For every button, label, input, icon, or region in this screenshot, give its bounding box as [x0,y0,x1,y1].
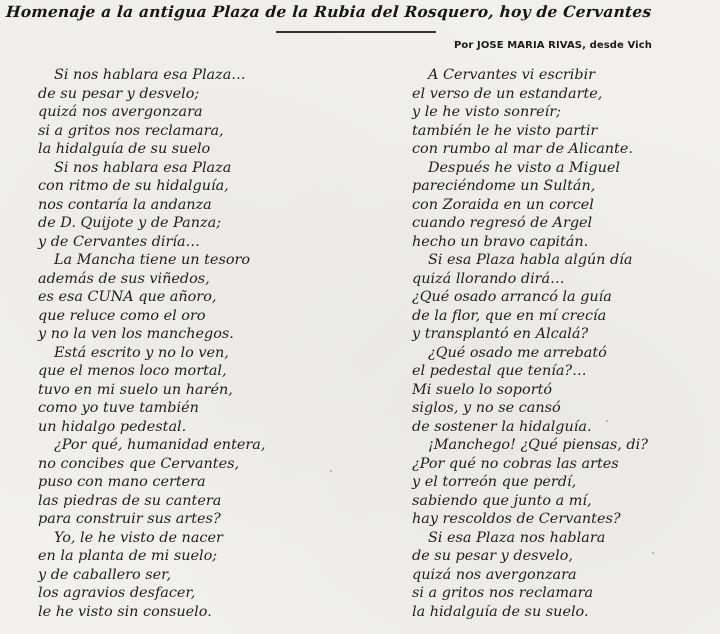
poem-line: si a gritos nos reclamara [412,585,594,601]
poem-line: las piedras de su cantera [38,492,222,509]
poem-line: le he visto sin consuelo. [38,603,212,620]
poem-line: que reluce como el oro [38,307,206,324]
poem-line: con ritmo de su hidalguía, [38,178,229,194]
poem-column-right [412,66,648,621]
print-speck [606,420,608,422]
poem-line: y transplantó en Alcalá? [412,326,589,342]
poem-line: un hidalgo pedestal. [38,418,187,435]
poem-line: la hidalguía de su suelo. [412,603,589,620]
poem-line: ¿Por qué no cobras las artes [412,455,619,472]
poem-line: cuando regresó de Argel [412,215,593,231]
poem-line: además de sus viñedos, [38,270,210,287]
poem-line: el pedestal que tenía?… [412,363,587,379]
poem-line: tuvo en mi suelo un harén, [38,381,233,398]
poem-line: ¡Manchego! ¿Qué piensas, di? [428,437,648,453]
poem-line: que el menos loco mortal, [38,363,227,379]
poem-line: ¿Qué osado arrancó la guía [412,289,612,305]
poem-line: si a gritos nos reclamara, [38,122,224,139]
poem-line: pareciéndome un Sultán, [412,178,596,194]
print-speck [330,470,332,472]
poem-line: el verso de un estandarte, [412,85,603,102]
poem-line: para construir sus artes? [38,511,221,527]
poem-line: Después he visto a Miguel [428,159,620,176]
poem-line: A Cervantes vi escribir [428,67,596,83]
poem-line: y le he visto sonreír; [412,104,561,120]
poem-line: hay rescoldos de Cervantes? [412,511,621,527]
poem-line: con rumbo al mar de Alicante. [412,141,633,157]
poem-line: Si esa Plaza nos hablara [428,529,606,546]
poem-line: Si esa Plaza habla algún día [428,252,633,268]
poem-line: Mi suelo lo soportó [412,381,553,398]
title-rule [276,31,436,33]
poem-line: sabiendo que junto a mí, [412,492,592,509]
poem-line: nos contaría la andanza [38,196,212,213]
poem-line: hecho un bravo capitán. [412,233,589,250]
poem-line: en la planta de mi suelo; [38,548,218,564]
poem-line: La Mancha tiene un tesoro [54,252,251,268]
poem-line: de sostener la hidalguía. [412,418,592,435]
poem-line: quizá llorando dirá… [412,270,565,287]
poem-line: y el torreón que perdí, [412,474,577,490]
poem-line: y de Cervantes diría… [38,233,200,250]
poem-line: no concibes que Cervantes, [38,455,240,472]
poem-line: de su pesar y desvelo; [38,85,200,102]
poem-line: con Zoraida en un corcel [412,196,594,213]
poem-line: siglos, y no se cansó [412,400,561,416]
poem-line: como yo tuve también [38,400,199,416]
poem-line: puso con mano certera [38,474,206,490]
poem-line: y de caballero ser, [38,566,172,583]
poem-line: y no la ven los manchegos. [38,326,234,342]
poem-line: ¿Por qué, humanidad entera, [54,437,266,453]
poem-line: de la flor, que en mí crecía [412,307,607,324]
poem-line: los agravios desfacer, [38,585,196,601]
poem-line: Yo, le he visto de nacer [54,529,223,546]
poem-line: quizá nos avergonzara [38,104,203,120]
poem-line: de D. Quijote y de Panza; [38,215,222,231]
poem-line: la hidalguía de su suelo [38,141,211,157]
poem-column-left [38,66,265,621]
poem-line: ¿Qué osado me arrebató [428,344,607,361]
poem-line: Está escrito y no lo ven, [54,344,229,361]
article-byline: Por JOSE MARIA RIVAS, desde Vich [454,40,652,51]
poem-line: es esa CUNA que añoro, [38,289,217,305]
article-title: Homenaje a la antigua Plaza de la Rubia del Rosquero, hoy de Cervantes [5,2,653,21]
poem-line: quizá nos avergonzara [412,566,577,583]
poem-line: Si nos hablara esa Plaza… [54,67,246,83]
poem-line: Si nos hablara esa Plaza [54,159,232,176]
print-speck [652,552,654,554]
poem-line: también le he visto partir [412,122,598,139]
poem-line: de su pesar y desvelo, [412,548,573,564]
